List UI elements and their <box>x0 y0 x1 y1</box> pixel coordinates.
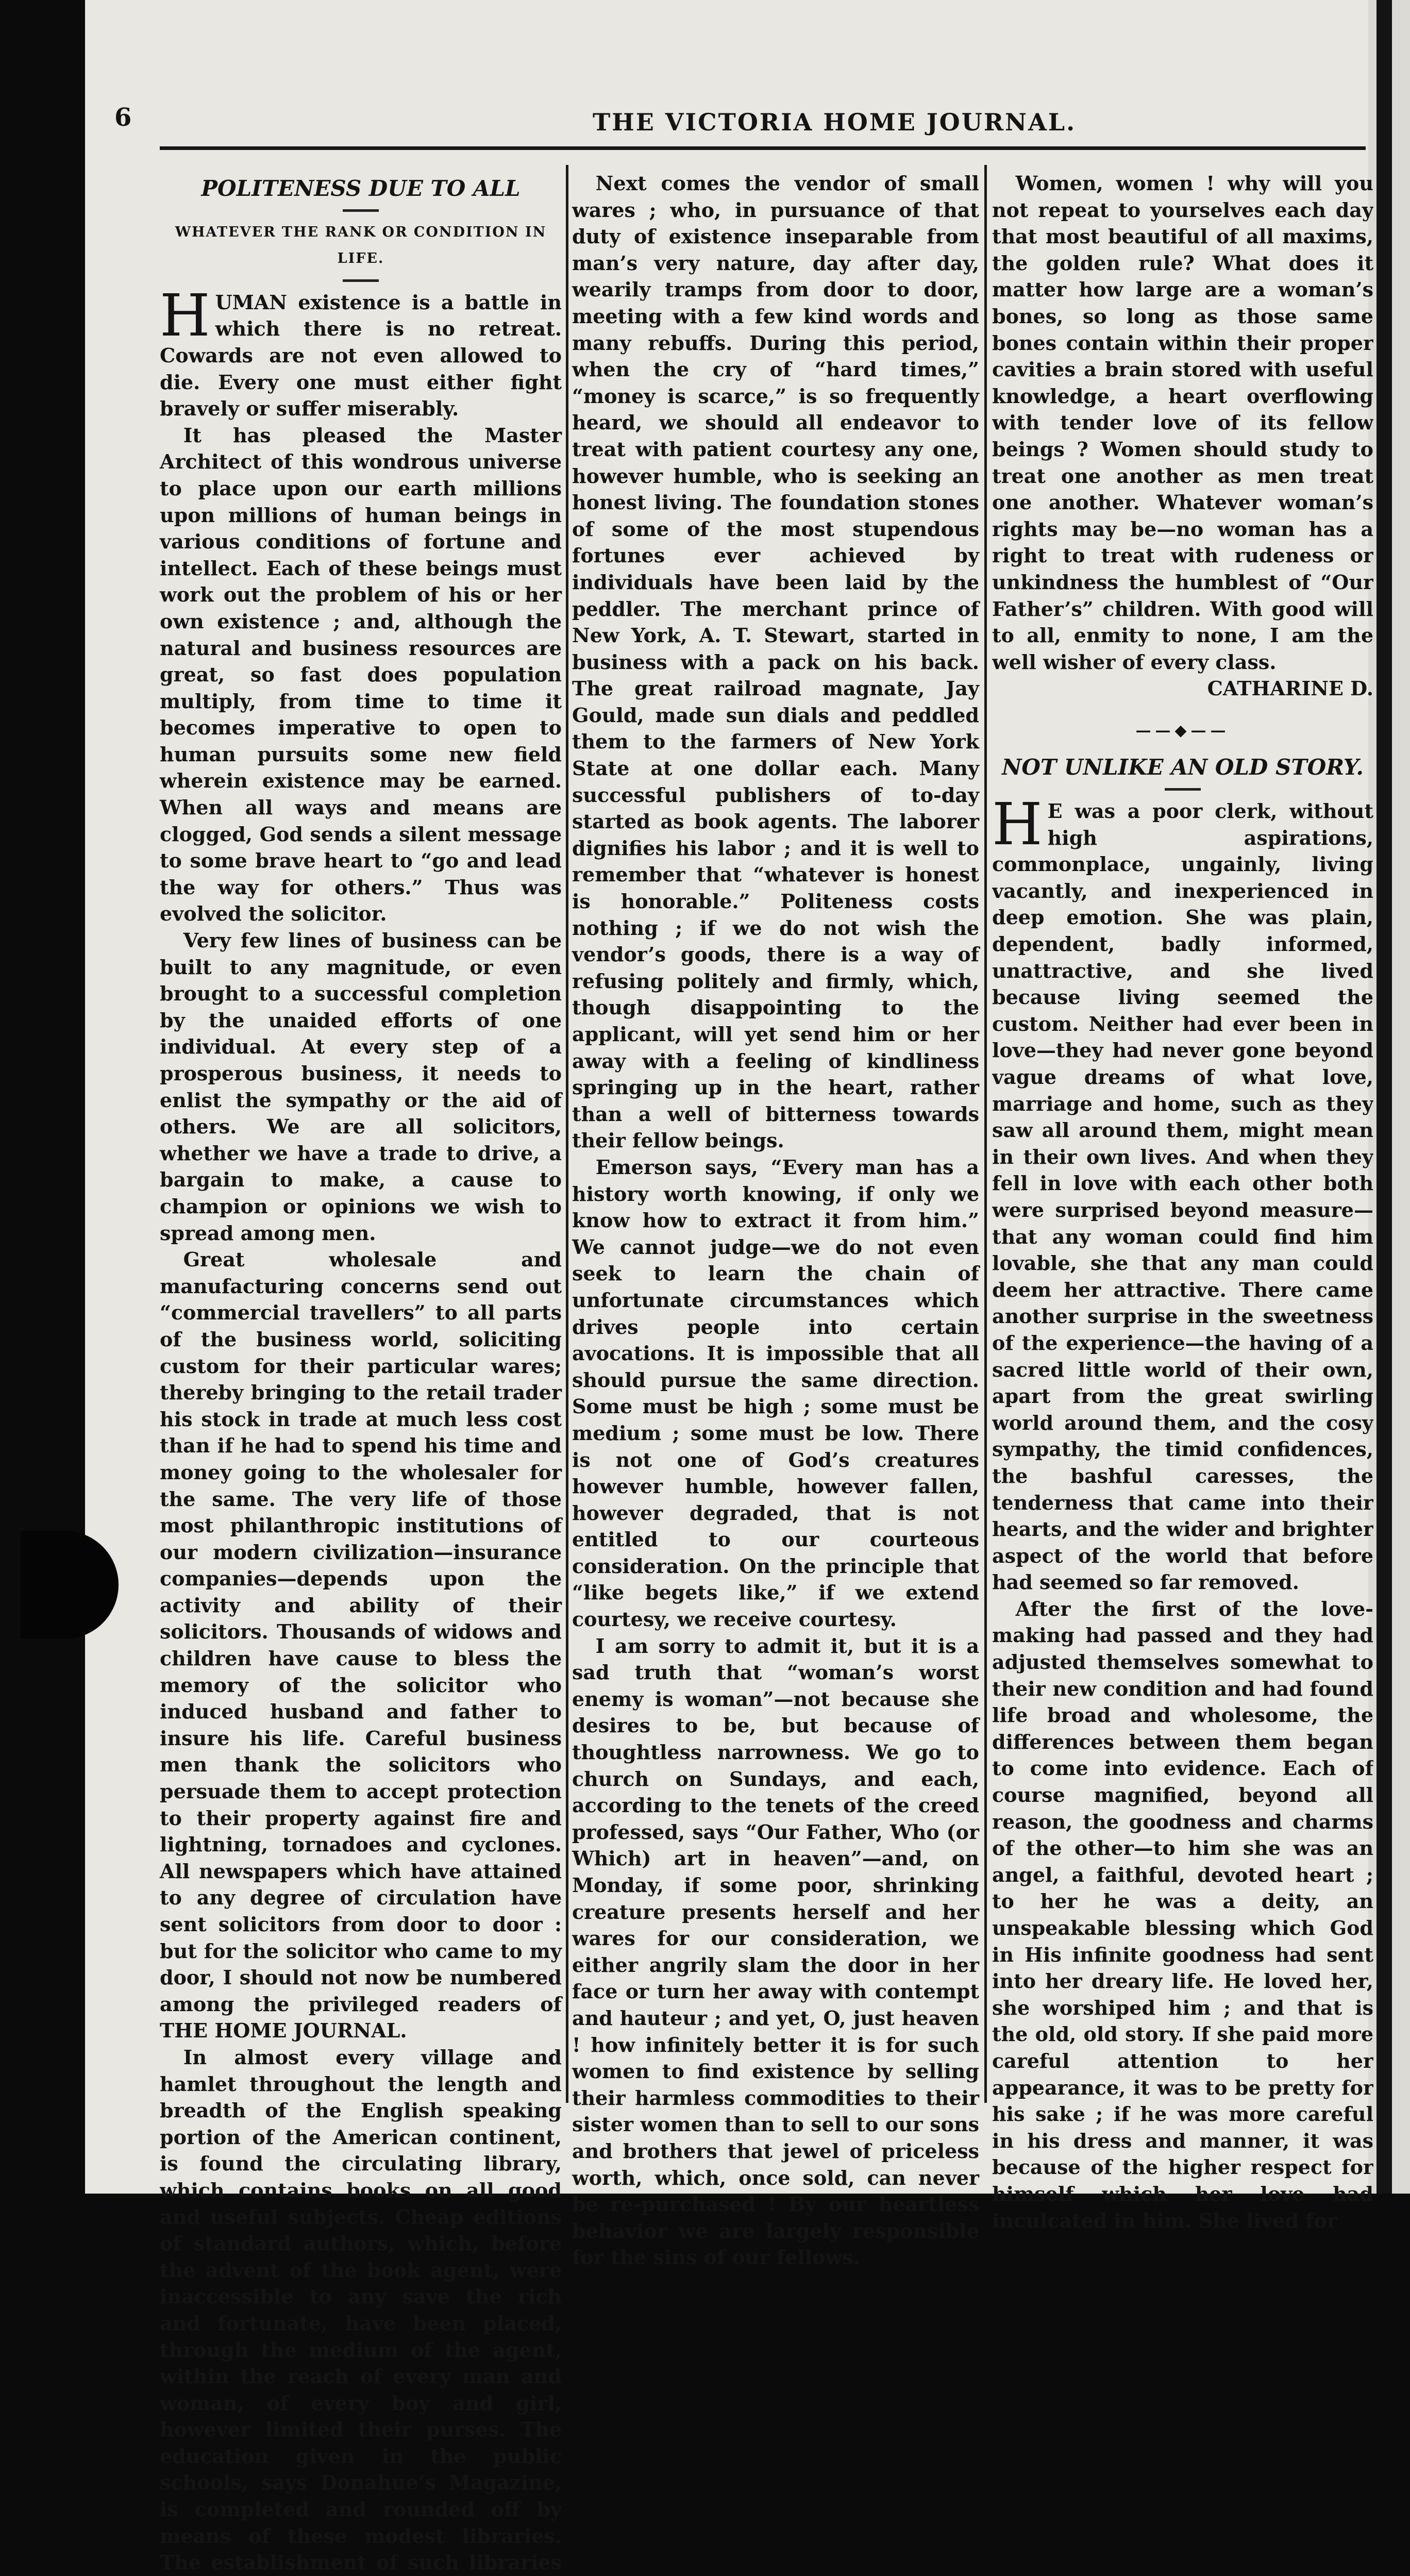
article-title-2: NOT UNLIKE AN OLD STORY. <box>1002 755 1364 780</box>
paragraph: I am sorry to admit it, but it is a sad truth that “woman’s worst enemy is woman”—not because she desires to be, but because of thoughtless narrowness. We go to church on Sundays, and each, according to the tenets of the creed professed, says “Our Father, Who (or Which) art in heaven”—and, on Monday, if some poor, shrinking creature presents herself and her wares for our consideration, we either angrily slam the door in her face or turn her away with contempt and hauteur ; and yet, O, just heaven ! how infinitely better it is for such women to find existence by selling their harmless commodities to their sister women than to sell to our sons and brothers that jewel of priceless worth, which, once sold, can never be re-purchased ! By our heartless behavior we are largely responsible for the sins of our fellows. <box>572 1634 979 2269</box>
header-rule <box>160 146 1366 150</box>
paragraph: Women, women ! why will you not repeat to yourselves each day that most beautiful of all maxims, the golden rule? What does it matter how large are a woman’s bones, so long as those same bones contain within their proper cavities a brain stored with useful knowledge, a heart overflowing with tender love of its fellow beings ? Women should study to treat one another as men treat one another. Whatever woman’s rights may be—no woman has a right to treat with rudeness or unkindness the humblest of “Our Father’s” children. With good will to all, enmity to none, I am the well wisher of every class. <box>992 172 1373 674</box>
page-number: 6 <box>114 103 132 132</box>
paragraph: H E was a poor clerk, without high aspirations, commonplace, ungainly, living vacantly, and inexperienced in deep emotion. She was plain, dependent, badly informed, unattractive, and she lived because living seemed the custom. Neither had ever been in love—they had never gone beyond vague dreams of what love, marriage and home, such as they saw all around them, might mean in their own lives. And when they fell in love with each other both were surprised beyond measure—that any woman could find him lovable, she that any man could deem her attractive. There came another surprise in the sweetness of the experience—the having of a sacred little world of their own, apart from the great swirling world around them, and the cosy sympathy, the timid confidences, the bashful caresses, the tenderness that came into their hearts, and the wider and brighter aspect of the world that before had seemed so far removed. <box>992 791 1373 1594</box>
binding-strip <box>1377 0 1392 2194</box>
paragraph: In almost every village and hamlet throughout the length and breadth of the English speaking portion of the American continent, is found the circulating library, which contains books on all good and useful subjects. Cheap editions of standard authors, which, before the advent of the book agent, were inaccessible to any save the rich and fortunate, have been placed, through the medium of the agent, within the reach of every man and woman, of every boy and girl, however limited their purses. The education given in the public schools, says Donahue’s Magazine, is completed and rounded off by means of these modest libraries. The establishment of such libraries <box>160 2045 562 2574</box>
article-subtitle: WHATEVER THE RANK OR CONDITION IN LIFE. <box>175 224 547 267</box>
column-3 <box>992 170 1373 2234</box>
column-divider-1 <box>566 165 568 2103</box>
paragraph: Great wholesale and manufacturing concerns send out “commercial travellers” to all parts of the business world, soliciting custom for their particular wares; thereby bringing to the retail trader his stock in trade at much less cost than if he had to spend his time and money going to the wholesaler for the same. The very life of those most philanthropic institutions of our modern civilization—insurance companies—depends upon the activity and ability of their solicitors. Thousands of widows and children have cause to bless the memory of the solicitor who induced husband and father to insure his life. Careful business men thank the solicitors who persuade them to accept protection to their property against fire and lightning, tornadoes and cyclones. All newspapers which have attained to any degree of circulation have sent solicitors from door to door : but for the solicitor who came to my door, I should not now be numbered among the privileged readers of THE HOME JOURNAL. <box>160 1248 562 2043</box>
paragraph: Emerson says, “Every man has a history worth knowing, if only we know how to extract it from him.” We cannot judge—we do not even seek to learn the chain of unfortunate circumstances which drives people into certain avocations. It is impossible that all should pursue the same direction. Some must be high ; some must be medium ; some must be low. There is not one of God’s creatures however humble, however fallen, however degraded, that is not entitled to our courteous consideration. On the principle that “like begets like,” if we extend courtesy, we receive courtesy. <box>572 1155 979 1631</box>
paragraph: Very few lines of business can be built to any magnitude, or even brought to a successful completion by the unaided efforts of one individual. At every step of a prosperous business, it needs to enlist the sympathy or the aid of others. We are all solicitors, whether we have a trade to drive, a bargain to make, a cause to champion or opinions we wish to spread among men. <box>160 929 562 1245</box>
subtitle-rule <box>343 279 379 282</box>
article-title: POLITENESS DUE TO ALL <box>201 176 521 201</box>
column-divider-2 <box>984 165 987 2103</box>
binding-edge <box>1368 0 1410 2194</box>
drop-cap: H <box>160 282 210 349</box>
paragraph: After the first of the love-making had passed and they had adjusted themselves somewhat to their new condition and had found life broad and wholesome, the differences between them began to come into evidence. Each of course magnified, beyond all reason, the goodness and charms of the other—to him she was an angel, a faithful, devoted heart ; to her he was a deity, an unspeakable blessing which God in His infinite goodness had sent into her dreary life. He loved her, she worshiped him ; and that is the old, old story. If she paid more careful attention to her appearance, it was to be pretty for his sake ; if he was more careful in his dress and manner, it was because of the higher respect for himself which her love had inculcated in him. She lived for <box>992 1597 1373 2232</box>
paragraph: HUMAN existence is a battle in which there is no retreat. Cowards are not even allowed to die. Every one must either fight bravely or suffer miserably. <box>160 282 562 421</box>
paragraph: Next comes the vendor of small wares ; who, in pursuance of that duty of existence inseparable from man’s very nature, day after day, wearily tramps from door to door, meeting with a few kind words and many rebuffs. During this period, when the cry of “hard times,” “money is scarce,” is so frequently heard, we should all endeavor to treat with patient courtesy any one, however humble, who is seeking an honest living. The foundation stones of some of the most stupendous fortunes ever achieved by individuals have been laid by the peddler. The merchant prince of New York, A. T. Stewart, started in business with a pack on his back. The great railroad magnate, Jay Gould, made sun dials and peddled them to the farmers of New York State at one dollar each. Many successful publishers of to-day started as book agents. The laborer dignifies his labor ; and it is well to remember that “whatever is honest is honorable.” Politeness costs nothing ; if we do not wish the vendor’s goods, there is a way of refusing politely and firmly, which, though disappointing to the applicant, will yet send him or her away with a feeling of kindliness springing up in the heart, rather than a well of bitterness towards their fellow beings. <box>572 172 979 1152</box>
title-rule-2 <box>1165 788 1201 791</box>
author-signature: CATHARINE D. <box>1207 677 1373 700</box>
section-divider: ——◆—— <box>1135 721 1230 740</box>
paragraph: It has pleased the Master Architect of this wondrous universe to place upon our earth millions upon millions of human beings in various conditions of fortune and intellect. Each of these beings must work out the problem of his or her own existence ; and, although the natural and business resources are great, so fast does population multiply, from time to time it becomes imperative to open to human pursuits some new field wherein existence may be earned. When all ways and means are clogged, God sends a silent message to some brave heart to “go and lead the way for others.” Thus was evolved the solicitor. <box>160 423 562 926</box>
column-1 <box>160 170 562 2576</box>
column-2 <box>572 170 979 2271</box>
drop-cap: H <box>992 791 1043 859</box>
newspaper-title: THE VICTORIA HOME JOURNAL. <box>593 108 1077 136</box>
title-rule <box>343 209 379 212</box>
